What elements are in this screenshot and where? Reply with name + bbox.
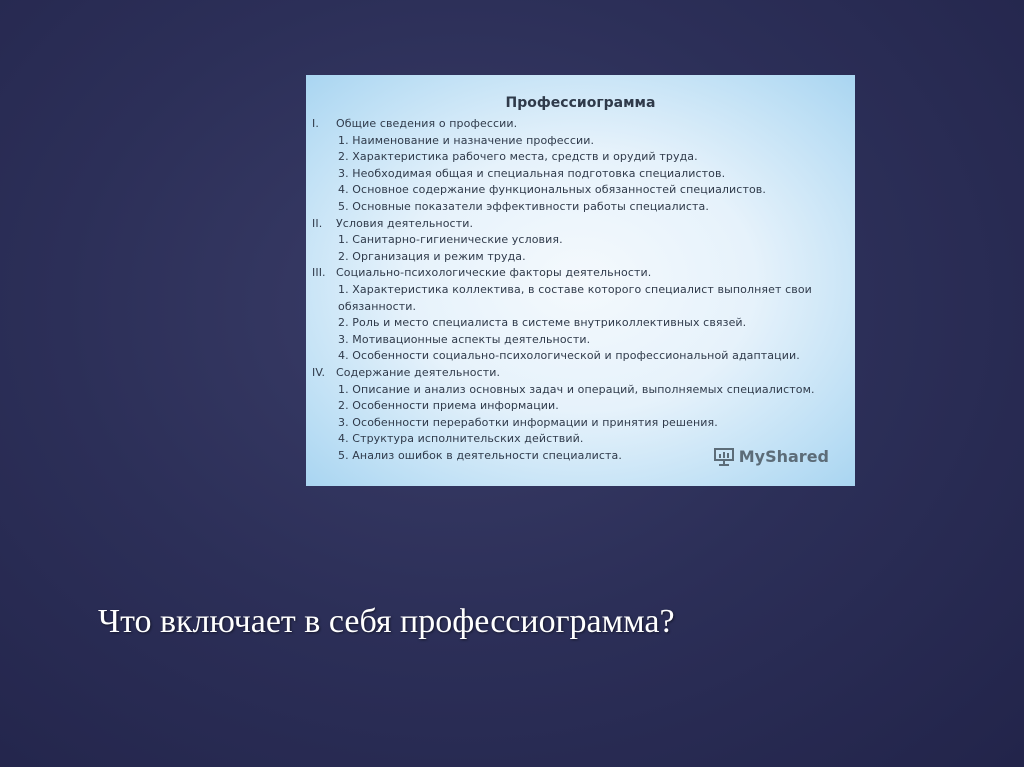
document-section-heading xyxy=(312,217,473,230)
document-title: Профессиограмма xyxy=(505,95,656,111)
document-section-heading xyxy=(312,117,517,130)
document-list-item: 2. Особенности приема информации. xyxy=(338,399,559,413)
document-list-item: 3. Необходимая общая и специальная подготовка специалистов. xyxy=(338,166,726,180)
document-list-item: 1. Санитарно-гигиенические условия. xyxy=(338,233,563,247)
section-number: II. xyxy=(312,216,323,230)
document-list-item: 1. Наименование и назначение профессии. xyxy=(338,133,595,147)
document-list-item: обязанности. xyxy=(338,299,417,313)
section-number: III. xyxy=(312,266,326,280)
section-number: I. xyxy=(312,117,319,130)
presentation-icon xyxy=(714,448,734,466)
document-list-item: 4. Структура исполнительских действий. xyxy=(338,432,584,446)
document-list-item: 1. Характеристика коллектива, в составе которого специалист выполняет свои xyxy=(338,283,812,296)
section-text: Содержание деятельности. xyxy=(336,366,501,379)
document-list-item: 2. Организация и режим труда. xyxy=(338,249,526,263)
document-list-item: 4. Основное содержание функциональных обязанностей специалистов. xyxy=(338,183,766,197)
document-list-item: 2. Роль и место специалиста в системе внутриколлективных связей. xyxy=(338,316,747,330)
document-list-item: 1. Описание и анализ основных задач и операций, выполняемых специалистом. xyxy=(338,382,815,396)
section-text: Условия деятельности. xyxy=(336,216,474,230)
slide-caption: Что включает в себя профессиограмма? xyxy=(98,603,675,640)
document-section-heading xyxy=(312,266,651,279)
document-list-item: 3. Мотивационные аспекты деятельности. xyxy=(338,332,591,346)
section-number: IV. xyxy=(312,366,326,379)
document-list-item: 5. Основные показатели эффективности работы специалиста. xyxy=(338,200,709,213)
document-list-item: 5. Анализ ошибок в деятельности специалиста. xyxy=(338,449,622,462)
watermark-text: MyShared xyxy=(738,447,829,466)
watermark xyxy=(714,447,829,466)
section-text: Общие сведения о профессии. xyxy=(336,117,518,130)
document-image xyxy=(306,75,855,486)
document-section-heading xyxy=(312,366,500,379)
section-text: Социально-психологические факторы деятельности. xyxy=(336,266,652,280)
document-list-item: 2. Характеристика рабочего места, средств и орудий труда. xyxy=(338,150,698,164)
document-list-item: 4. Особенности социально-психологической и профессиональной адаптации. xyxy=(338,349,800,363)
document-list-item: 3. Особенности переработки информации и принятия решения. xyxy=(338,415,718,429)
